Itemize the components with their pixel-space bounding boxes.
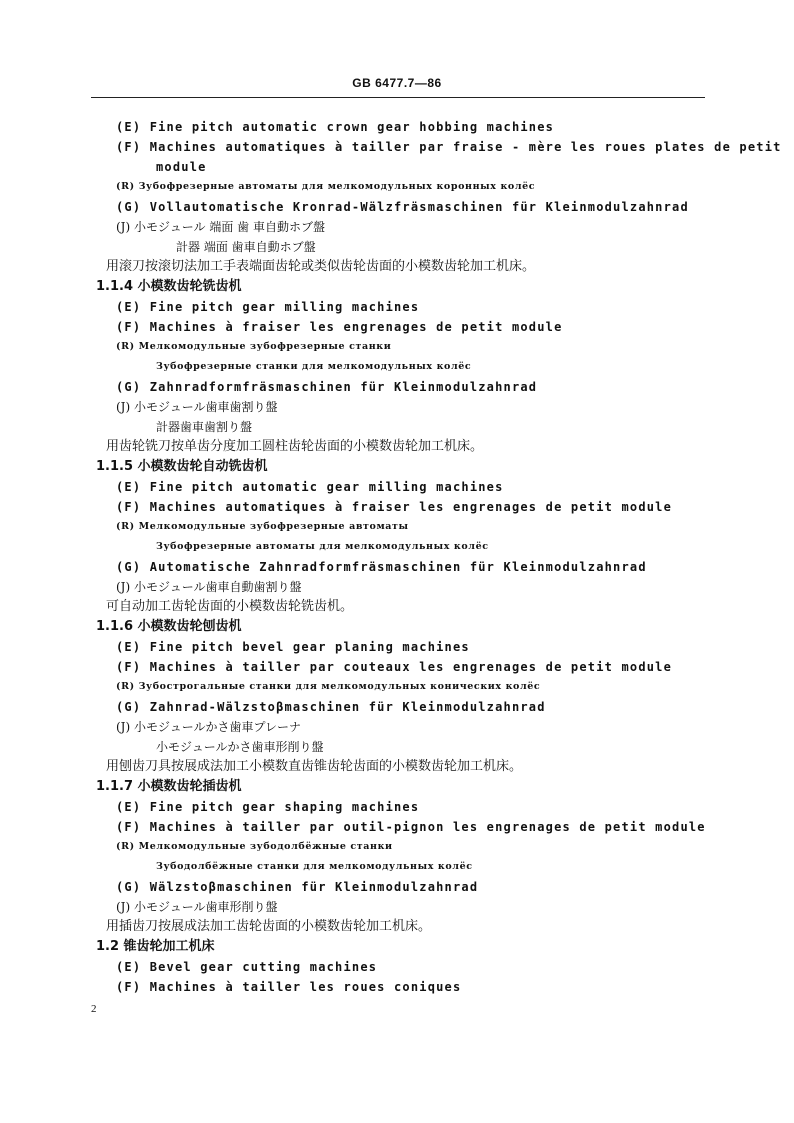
text-line: (E) Fine pitch automatic gear milling machines (116, 480, 504, 494)
text-line: 計器歯車歯割り盤 (156, 420, 253, 434)
text-line: (G) Automatische Zahnradformfräsmaschinen für Kleinmodulzahnrad (116, 560, 647, 574)
text-line: (F) Machines automatiques à tailler par fraise - mère les roues plates de petit (116, 140, 782, 154)
text-line: (R) Зубофрезерные автоматы для мелкомодульных коронных колёс (116, 181, 536, 192)
text-line: (G) Zahnradformfräsmaschinen für Kleinmodulzahnrad (116, 380, 538, 394)
text-line: 小モジュールかさ歯車形削り盤 (156, 740, 324, 754)
text-line: Зубофрезерные станки для мелкомодульных колёс (156, 361, 472, 372)
page-header: GB 6477.7—86 (352, 76, 442, 90)
text-line: (G) Wälzstoβmaschinen für Kleinmodulzahnrad (116, 880, 479, 894)
text-line: (F) Machines à tailler par couteaux les engrenages de petit module (116, 660, 673, 674)
section-heading: 1.1.6 小模数齿轮刨齿机 (96, 619, 242, 634)
text-line: (J) 小モジュール 端面 歯 車自動ホブ盤 (116, 220, 325, 234)
text-line: (E) Bevel gear cutting machines (116, 960, 378, 974)
header-rule (91, 97, 705, 98)
text-line: 用滚刀按滚切法加工手表端面齿轮或类似齿轮齿面的小模数齿轮加工机床。 (106, 259, 536, 274)
section-heading: 1.2 锥齿轮加工机床 (96, 939, 215, 954)
text-line: 計器 端面 歯車自動ホブ盤 (176, 240, 316, 254)
text-line: 用插齿刀按展成法加工齿轮齿面的小模数齿轮加工机床。 (106, 919, 432, 934)
text-line: Зубодолбёжные станки для мелкомодульных колёс (156, 861, 473, 872)
text-line: module (156, 160, 207, 174)
text-line: 可自动加工齿轮齿面的小模数齿轮铣齿机。 (106, 599, 354, 614)
text-line: (J) 小モジュール歯車歯割り盤 (116, 400, 278, 414)
section-heading: 1.1.5 小模数齿轮自动铣齿机 (96, 459, 268, 474)
text-line: (F) Machines à fraiser les engrenages de petit module (116, 320, 563, 334)
page-number: 2 (91, 1003, 97, 1015)
section-heading: 1.1.4 小模数齿轮铣齿机 (96, 279, 242, 294)
text-line: (F) Machines à tailler les roues coniques (116, 980, 462, 994)
text-line: (R) Мелкомодульные зубофрезерные автоматы (116, 521, 409, 532)
section-heading: 1.1.7 小模数齿轮插齿机 (96, 779, 242, 794)
text-line: (F) Machines à tailler par outil-pignon les engrenages de petit module (116, 820, 706, 834)
text-line: (E) Fine pitch gear shaping machines (116, 800, 420, 814)
text-line: 用刨齿刀具按展成法加工小模数直齿锥齿轮齿面的小模数齿轮加工机床。 (106, 759, 523, 774)
text-line: (R) Мелкомодульные зубодолбёжные станки (116, 841, 393, 852)
text-line: Зубофрезерные автоматы для мелкомодульных колёс (156, 541, 489, 552)
text-line: (G) Vollautomatische Kronrad-Wälzfräsmaschinen für Kleinmodulzahnrad (116, 200, 689, 214)
text-line: (J) 小モジュールかさ歯車プレーナ (116, 720, 302, 734)
text-line: (G) Zahnrad-Wälzstoβmaschinen für Kleinmodulzahnrad (116, 700, 546, 714)
text-line: (E) Fine pitch gear milling machines (116, 300, 420, 314)
text-line: (J) 小モジュール歯車形削り盤 (116, 900, 278, 914)
text-line: (E) Fine pitch bevel gear planing machines (116, 640, 470, 654)
text-line: 用齿轮铣刀按单齿分度加工圆柱齿轮齿面的小模数齿轮加工机床。 (106, 439, 484, 454)
text-line: (E) Fine pitch automatic crown gear hobbing machines (116, 120, 555, 134)
text-line: (R) Мелкомодульные зубофрезерные станки (116, 341, 392, 352)
text-line: (R) Зубострогальные станки для мелкомодульных конических колёс (116, 681, 541, 692)
text-line: (F) Machines automatiques à fraiser les engrenages de petit module (116, 500, 673, 514)
text-line: (J) 小モジュール歯車自動歯割り盤 (116, 580, 302, 594)
